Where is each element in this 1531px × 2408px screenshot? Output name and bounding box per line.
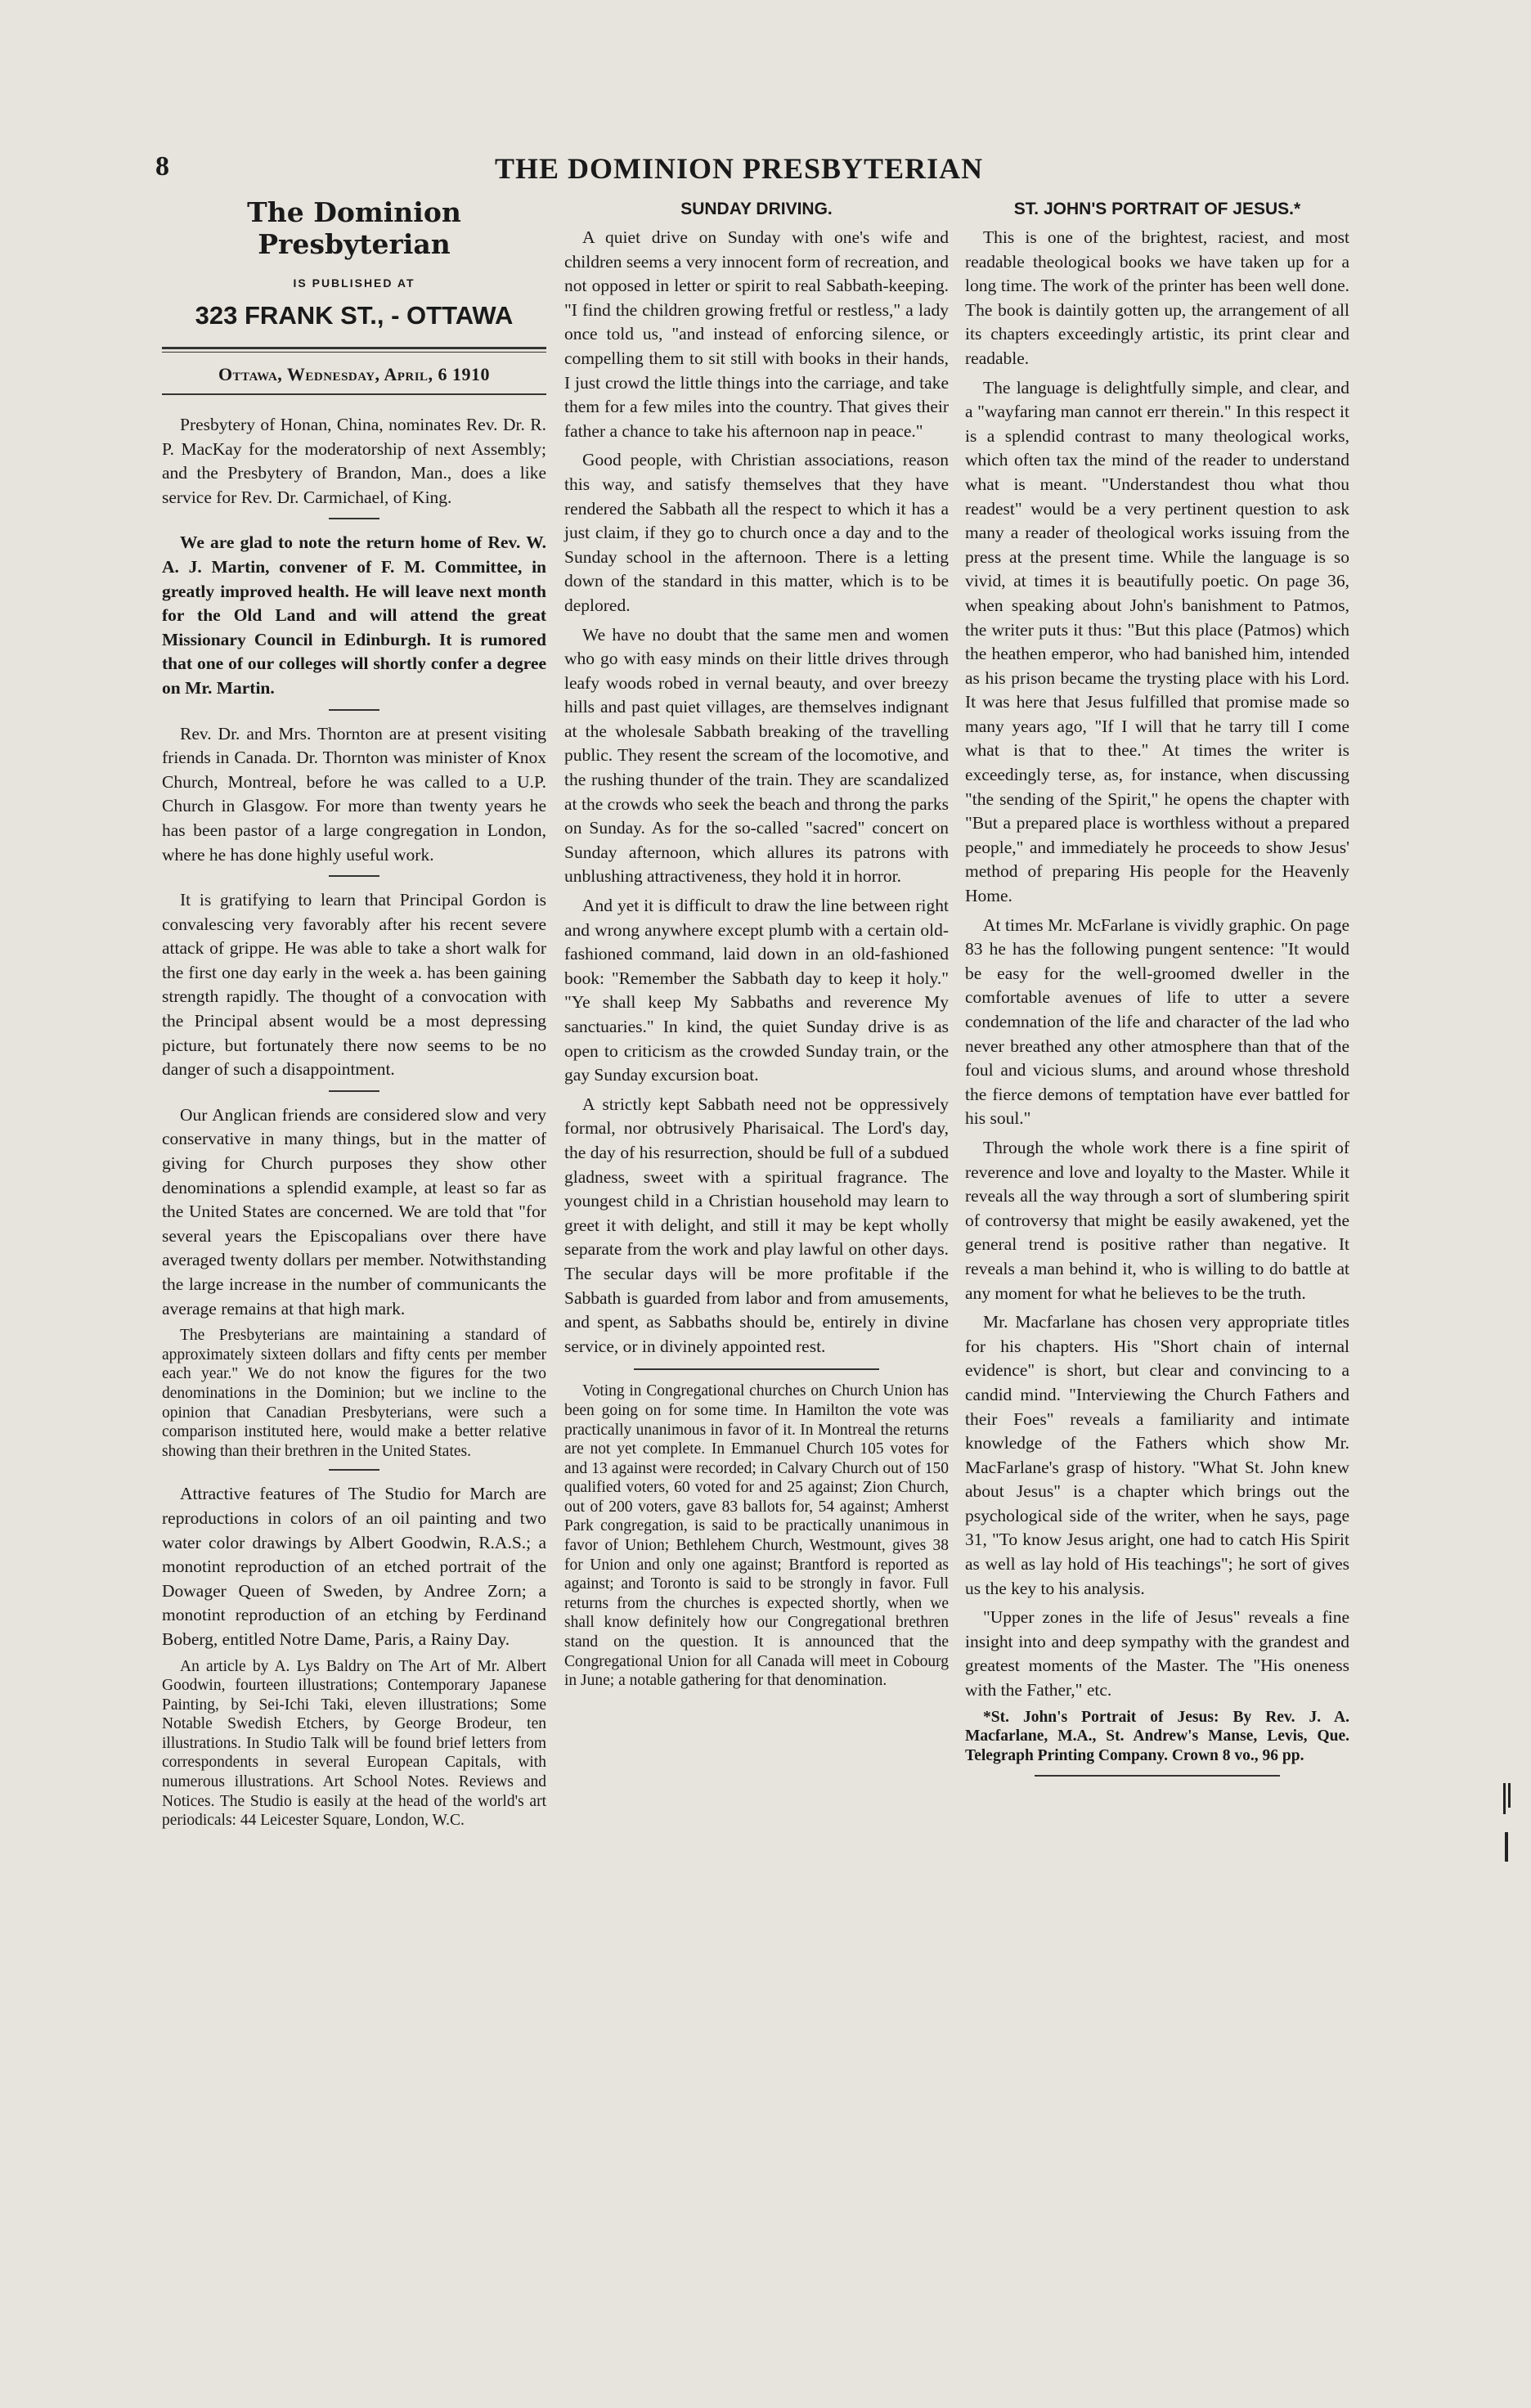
double-rule bbox=[162, 347, 546, 353]
masthead-title: The Dominion Presbyterian bbox=[247, 196, 461, 260]
heading-sunday-driving: SUNDAY DRIVING. bbox=[680, 200, 833, 218]
separator bbox=[329, 709, 379, 711]
item-honan-presbytery: Presbytery of Honan, China, nominates Rev. Dr. R. P. MacKay for the moderatorship of next Assembly; and the Presbytery of Brandon, Man., does a like service for Rev. Dr. Carmichael, of King. bbox=[162, 415, 546, 507]
review-para-1: This is one of the brightest, raciest, and most readable theological books we have taken up for a long time. The work of the printer has been well done. The book is daintily gotten up, the arrangement of all its chapters exceedingly artistic, its print clear and readable. bbox=[965, 227, 1349, 368]
item-church-union-voting: Voting in Congregational churches on Church Union has been going on for some time. In Hamilton the vote was practically unanimous in favor of it. In Montreal the returns are not yet complete. In Emmanuel Church 105 votes for and 13 against were recorded; in Calvary Church out of 150 qualified voters, 60 voted for and 25 against; Zion Church, out of 200 voters, gave 83 ballots for, 54 against; Amherst Park congregation, is said to be practically unanimous in favor of Union; Bethlehem Church, Westmount, gives 38 for Union and only one against; Brantford is reported as against; and Toronto is said to be strongly in favor. Full returns from the churches is expected shortly, when we shall know definitely how our Congregational brethren stand on the question. It is announced that the Congregational Union for all Canada will meet in Cobourg in June; a notable gathering for that denomination. bbox=[564, 1382, 949, 1690]
sunday-driving-para-2: Good people, with Christian associations, reason this way, and satisfy themselves that they have rendered the Sabbath all the respect to which it has a just claim, if they go to church once a day and to the Sunday school in the afternoon. There is a letting down of the standard in this matter, which is to be deplored. bbox=[564, 450, 949, 615]
review-para-3: At times Mr. McFarlane is vividly graphic. On page 83 he has the following pungent sentence: "It would be easy for the well-groomed dweller in the comfortable avenues of life to utter a severe condemnation of the life and character of the lad who never breathed any other atmosphere than that of the foul and vicious slums, and around whose threshold the fierce demons of temptation have ever battled for his soul." bbox=[965, 914, 1349, 1129]
separator bbox=[1035, 1775, 1280, 1777]
item-thornton-visit: Rev. Dr. and Mrs. Thornton are at present visiting friends in Canada. Dr. Thornton was minister of Knox Church, Montreal, before he was called to a U.P. Church in Glasgow. For more than twenty years he has been pastor of a large congregation in London, where he has done highly useful work. bbox=[162, 723, 546, 865]
column-left bbox=[162, 196, 546, 1835]
review-para-5: Mr. Macfarlane has chosen very appropriate titles for his chapters. His "Short chain of internal evidence" is short, but clear and convincing to a candid mind. "Interviewing the Church Fathers and their Foes" reveals a familiarity and intimate knowledge of the Fathers which show Mr. MacFarlane's grasp of history. "What St. John knew about Jesus" is a chapter which brings out the psychological side of the writer, when he says, page 31, "To know Jesus aright, one had to catch His Spirit as well as lay hold of His teachings"; he sort of gives us the key to his analysis. bbox=[965, 1312, 1349, 1598]
item-principal-gordon: It is gratifying to learn that Principal Gordon is convalescing very favorably after his recent severe attack of grippe. He was able to take a short walk for the first one day early in the week a. has been gaining strength rapidly. The thought of a convocation with the Principal absent would be a most depressing picture, but fortunately there now seems to be no danger of such a disappointment. bbox=[162, 890, 546, 1080]
column-middle bbox=[564, 196, 949, 1696]
publication-title: THE DOMINION PRESBYTERIAN bbox=[495, 152, 984, 185]
item-presbyterian-giving: The Presbyterians are maintaining a standard of approximately sixteen dollars and fifty cents per member each year." We do not know the figures for the two denominations in the Dominion; but we incline to the opinion that Canadian Presbyterians, were such a comparison instituted here, would make a better relative showing than their brethren in the United States. bbox=[162, 1327, 546, 1460]
item-studio-features: Attractive features of The Studio for March are reproductions in colors of an oil painting and two water color drawings by Albert Goodwin, R.A.S.; a monotint reproduction of an etched portrait of the Dowager Queen of Sweden, by Andree Zorn; a monotint reproduction of an etching by Ferdinand Boberg, entitled Notre Dame, Paris, a Rainy Day. bbox=[162, 1484, 546, 1649]
column-right bbox=[965, 196, 1349, 1788]
item-martin-return: We are glad to note the return home of Rev. W. A. J. Martin, convener of F. M. Committee, in greatly improved health. He will leave next month for the Old Land and will attend the great Missionary Council in Edinburgh. It is rumored that one of our colleges will shortly confer a degree on Mr. Martin. bbox=[162, 532, 546, 698]
masthead-published-at: IS PUBLISHED AT bbox=[293, 276, 415, 290]
separator bbox=[329, 518, 379, 519]
sunday-driving-para-4: And yet it is difficult to draw the line between right and wrong anywhere except plumb with a certain old-fashioned command, laid down in an old-fashioned book: "Remember the Sabbath day to keep it holy." "Ye shall keep My Sabbaths and reverence My sanctuaries." In kind, the quiet Sunday drive is as open to criticism as the crowded Sunday train, or the gay Sunday excursion boat. bbox=[564, 896, 949, 1085]
item-anglican-giving: Our Anglican friends are considered slow and very conservative in many things, but in the matter of giving for Church purposes they show other denominations a splendid example, at least so far as the United States are concerned. We are told that "for several years the Episcopalians over there have averaged twenty dollars per member. Notwithstanding the large increase in the number of communicants the average remains at that high mark. bbox=[162, 1104, 546, 1319]
item-studio-contents: An article by A. Lys Baldry on The Art of Mr. Albert Goodwin, fourteen illustrations; Contemporary Japanese Painting, by Sei-Ichi Taki, eleven illustrations; Some Notable Swedish Etchers, by George Brodeur, ten illustrations. In Studio Talk will be found brief letters from correspondents in several European Capitals, with numerous illustrations. Art School Notes. Reviews and Notices. The Studio is easily at the head of the world's art periodicals: 44 Leicester Square, London, W.C. bbox=[162, 1657, 546, 1830]
review-para-2: The language is delightfully simple, and clear, and a "wayfaring man cannot err therein." In this respect it is a splendid contrast to many theological works, which often tax the mind of the reader to understand what is meant. "Understandest thou what thou readest" would be a very pertinent question to ask many a reader of theological works issuing from the press at the present time. While the language is so vivid, at times it is beautifully poetic. On page 36, when speaking about John's banishment to Patmos, the writer puts it thus: "But this place (Patmos) which the heathen emperor, who had banished him, intended as his prison became the trysting place with his Lord. It was here that Jesus fulfilled that promise made so many years ago, "If I will that he tarry till I come what is that to thee." At times the writer is exceedingly terse, as, for instance, when discussing "the sending of the Spirit," he opens the chapter with "But a prepared place is worthless without a prepared people," and immediately he proceeds to show Jesus' method of preparing His people for the Heavenly Home. bbox=[965, 377, 1349, 906]
binding-marks bbox=[1502, 1783, 1515, 1865]
rule bbox=[162, 393, 546, 395]
page-header bbox=[155, 151, 998, 192]
page-number: 8 bbox=[155, 151, 169, 182]
separator bbox=[329, 1090, 379, 1092]
separator bbox=[634, 1368, 879, 1370]
review-para-6: "Upper zones in the life of Jesus" reveals a fine insight into and deep sympathy with the grandest and greatest moments of the Master. The "His oneness with the Father," etc. bbox=[965, 1607, 1349, 1700]
review-para-4: Through the whole work there is a fine spirit of reverence and love and loyalty to the Master. While it reveals all the way through a sort of slumbering spirit of controversy that might be easily awakened, yet the general trend is positive rather than negative. It reveals a man behind it, who is willing to do battle at any moment for what he believes to be the truth. bbox=[965, 1137, 1349, 1303]
sunday-driving-para-5: A strictly kept Sabbath need not be oppressively formal, nor obtrusively Pharisaical. The Lord's day, the day of his resurrection, should be full of a subdued gladness, sweet with a spiritual fragrance. The youngest child in a Christian household may learn to greet it with delight, and still it may be kept wholly separate from the work and play lawful on other days. The secular days will be more profitable if the Sabbath is guarded from labor and from amusements, and spent, as Sabbaths should be, entirely in divine service, or in divinely appointed rest. bbox=[564, 1094, 949, 1356]
dateline: Ottawa, Wednesday, April, 6 1910 bbox=[218, 364, 491, 384]
separator bbox=[329, 1469, 379, 1471]
masthead-address: 323 FRANK ST., - OTTAWA bbox=[195, 301, 514, 330]
separator bbox=[329, 875, 379, 877]
heading-st-johns-portrait: ST. JOHN'S PORTRAIT OF JESUS.* bbox=[1013, 200, 1301, 218]
sunday-driving-para-3: We have no doubt that the same men and women who go with easy minds on their little drives through leafy woods robed in vernal beauty, and over breezy hills and past quiet villages, are themselves indignant at the wholesale Sabbath breaking of the travelling public. They resent the scream of the locomotive, and the rushing thunder of the train. They are scandalized at the crowds who seek the beach and throng the parks on Sunday. As for the so-called "sacred" concert on Sunday afternoon, which allures its patrons with unblushing attractiveness, they hold it in horror. bbox=[564, 624, 949, 887]
sunday-driving-para-1: A quiet drive on Sunday with one's wife and children seems a very innocent form of recreation, and not opposed in letter or spirit to real Sabbath-keeping. "I find the children growing fretful or restless," a lady once told us, "and instead of enforcing silence, or compelling them to sit still with books in their hands, I just crowd the little things into the carriage, and take them for a few miles into the country. That gives their father a chance to take his afternoon nap in peace." bbox=[564, 227, 949, 441]
review-footnote: *St. John's Portrait of Jesus: By Rev. J. A. Macfarlane, M.A., St. Andrew's Manse, Levis, Que. Telegraph Printing Company. Crown 8 vo., 96 pp. bbox=[965, 1708, 1349, 1764]
